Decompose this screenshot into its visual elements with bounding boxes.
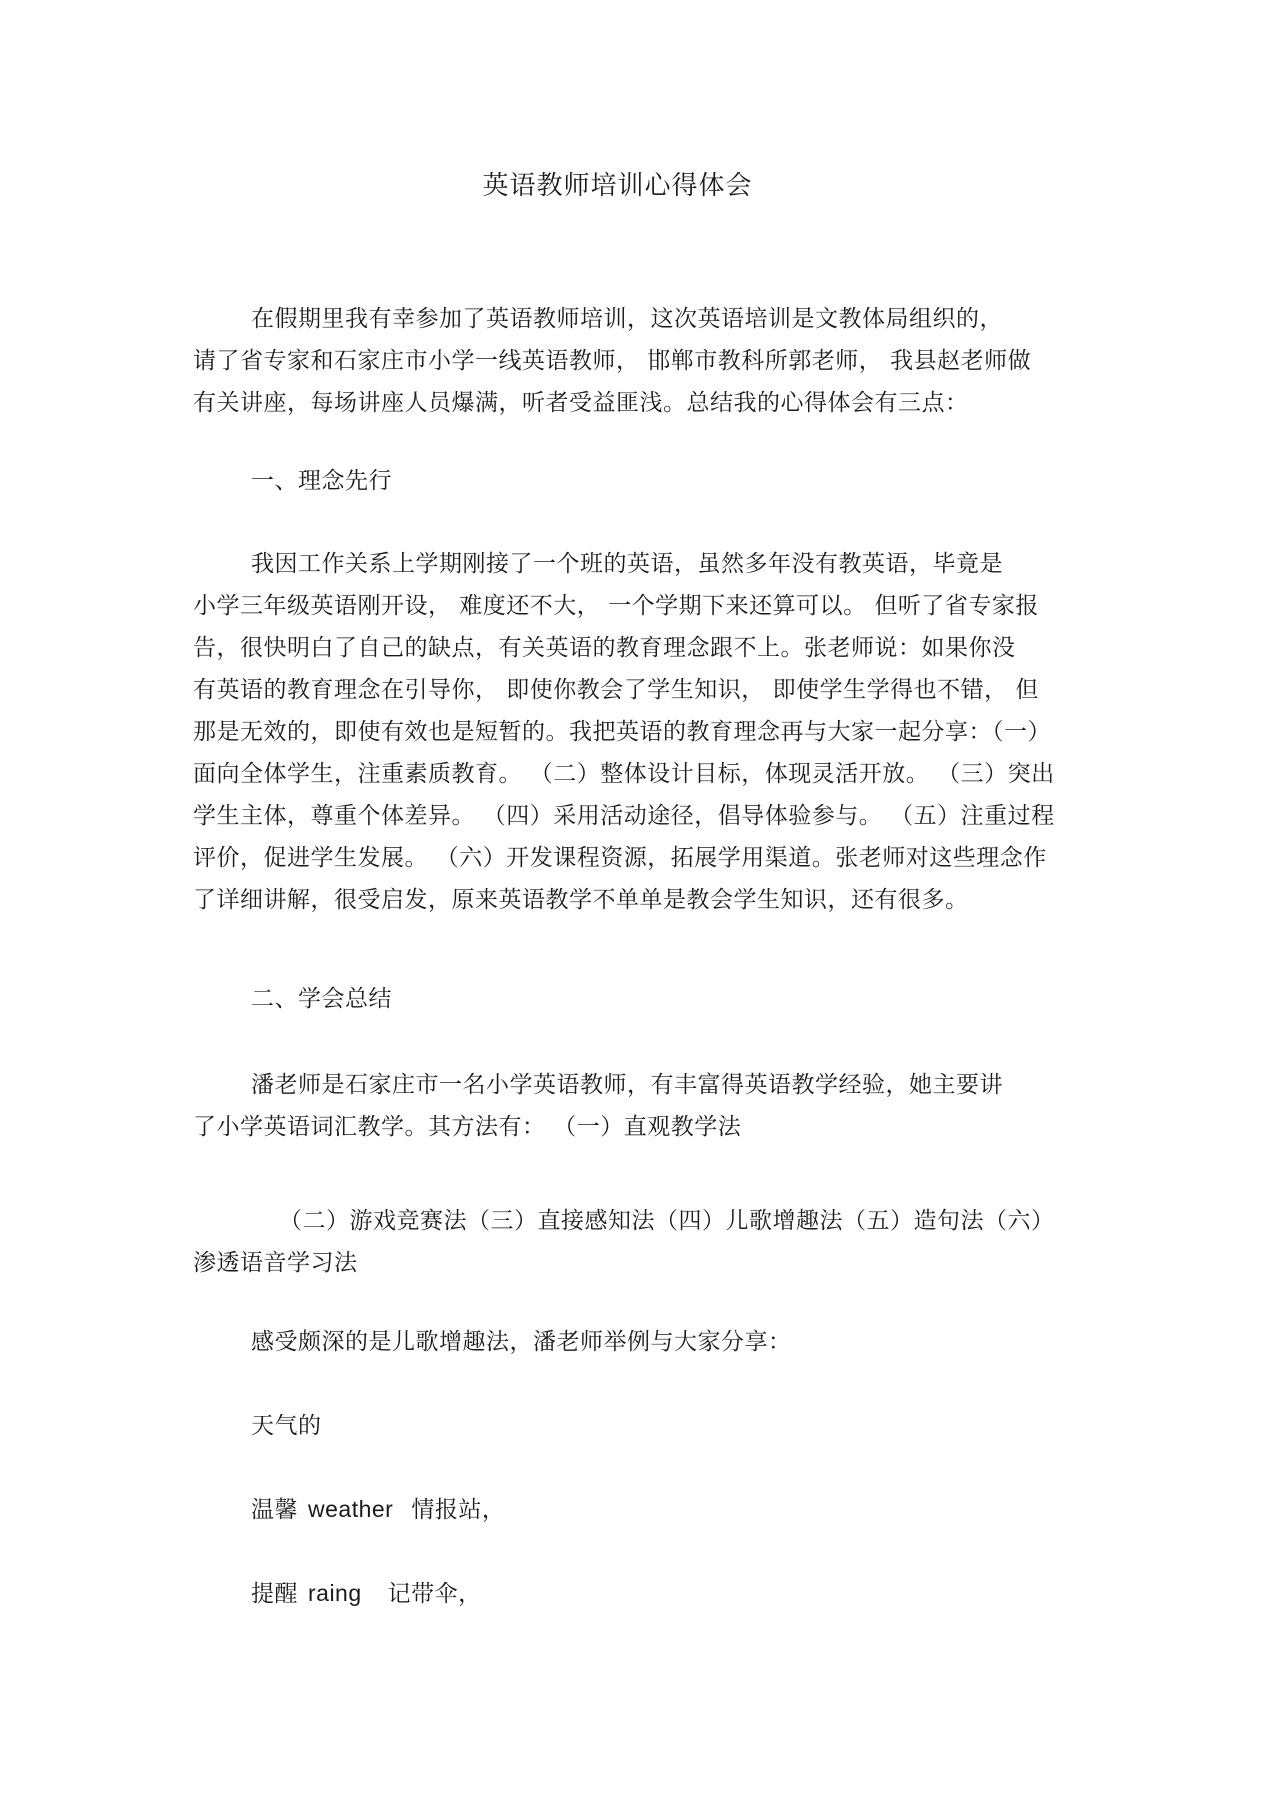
section1-heading-block	[193, 460, 1103, 502]
intro-line-2: 请了省专家和石家庄市小学一线英语教师， 邯郸市教科所郭老师， 我县赵老师做	[193, 348, 1032, 374]
section2-paragraph	[193, 1064, 1103, 1148]
section1-line-6: 面向全体学生，注重素质教育。 （二）整体设计目标，体现灵活开放。 （三）突出	[193, 761, 1055, 787]
rhyme-line-1: 天气的	[251, 1413, 322, 1439]
section2-line-2: 了小学英语词汇教学。其方法有： （一）直观教学法	[193, 1114, 742, 1140]
section1-line-5: 那是无效的，即使有效也是短暂的。我把英语的教育理念再与大家一起分享：（一）	[193, 719, 1051, 745]
section1-line-1: 我因工作关系上学期刚接了一个班的英语，虽然多年没有教英语，毕竟是	[251, 551, 1003, 577]
intro-line-3: 有关讲座，每场讲座人员爆满，听者受益匪浅。总结我的心得体会有三点：	[193, 390, 969, 416]
methods-line-2: 渗透语音学习法	[193, 1250, 358, 1276]
rhyme-line-2-block	[193, 1488, 1103, 1531]
rhyme-line-3-english: raing	[308, 1580, 362, 1606]
section2-line-1: 潘老师是石家庄市一名小学英语教师，有丰富得英语教学经验，她主要讲	[251, 1072, 1003, 1098]
intro-line-1: 在假期里我有幸参加了英语教师培训，这次英语培训是文教体局组织的，	[251, 306, 1003, 332]
rhyme-line-1-block	[193, 1405, 1103, 1447]
rhyme-line-2-post: 情报站，	[411, 1497, 506, 1523]
rhyme-line-2-pre: 温馨	[251, 1497, 298, 1523]
section1-line-2: 小学三年级英语刚开设， 难度还不大， 一个学期下来还算可以。 但听了省专家报	[193, 593, 1039, 619]
rhyme-line-3-post: 记带伞，	[387, 1581, 482, 1607]
section2-heading: 二、学会总结	[251, 986, 392, 1012]
document-title: 英语教师培训心得体会	[482, 171, 753, 201]
section1-paragraph	[193, 543, 1103, 921]
section1-line-4: 有英语的教育理念在引导你， 即使你教会了学生知识， 即使学生学得也不错， 但	[193, 677, 1039, 703]
rhyme-line-3-pre: 提醒	[251, 1581, 298, 1607]
methods-paragraph	[193, 1200, 1103, 1284]
section1-line-8: 评价，促进学生发展。 （六）开发课程资源，拓展学用渠道。张老师对这些理念作	[193, 845, 1047, 871]
section1-line-7: 学生主体，尊重个体差异。 （四）采用活动途径，倡导体验参与。 （五）注重过程	[193, 803, 1055, 829]
rhyme-line-3-block	[193, 1572, 1103, 1615]
note-paragraph	[193, 1321, 1103, 1363]
intro-paragraph	[193, 298, 1103, 424]
section1-line-9: 了详细讲解，很受启发，原来英语教学不单单是教会学生知识，还有很多。	[193, 887, 969, 913]
note-line: 感受颇深的是儿歌增趣法，潘老师举例与大家分享：	[251, 1329, 792, 1355]
section2-heading-block	[193, 978, 1103, 1020]
rhyme-line-2-english: weather	[308, 1496, 394, 1522]
section1-heading: 一、理念先行	[251, 468, 392, 494]
section1-line-3: 告，很快明白了自己的缺点，有关英语的教育理念跟不上。张老师说：如果你没	[193, 635, 1016, 661]
rhyme-line-3	[193, 1572, 1103, 1615]
rhyme-line-2	[193, 1488, 1103, 1531]
methods-line-1: （二）游戏竞赛法（三）直接感知法（四）儿歌增趣法（五）造句法（六）	[279, 1208, 1055, 1234]
